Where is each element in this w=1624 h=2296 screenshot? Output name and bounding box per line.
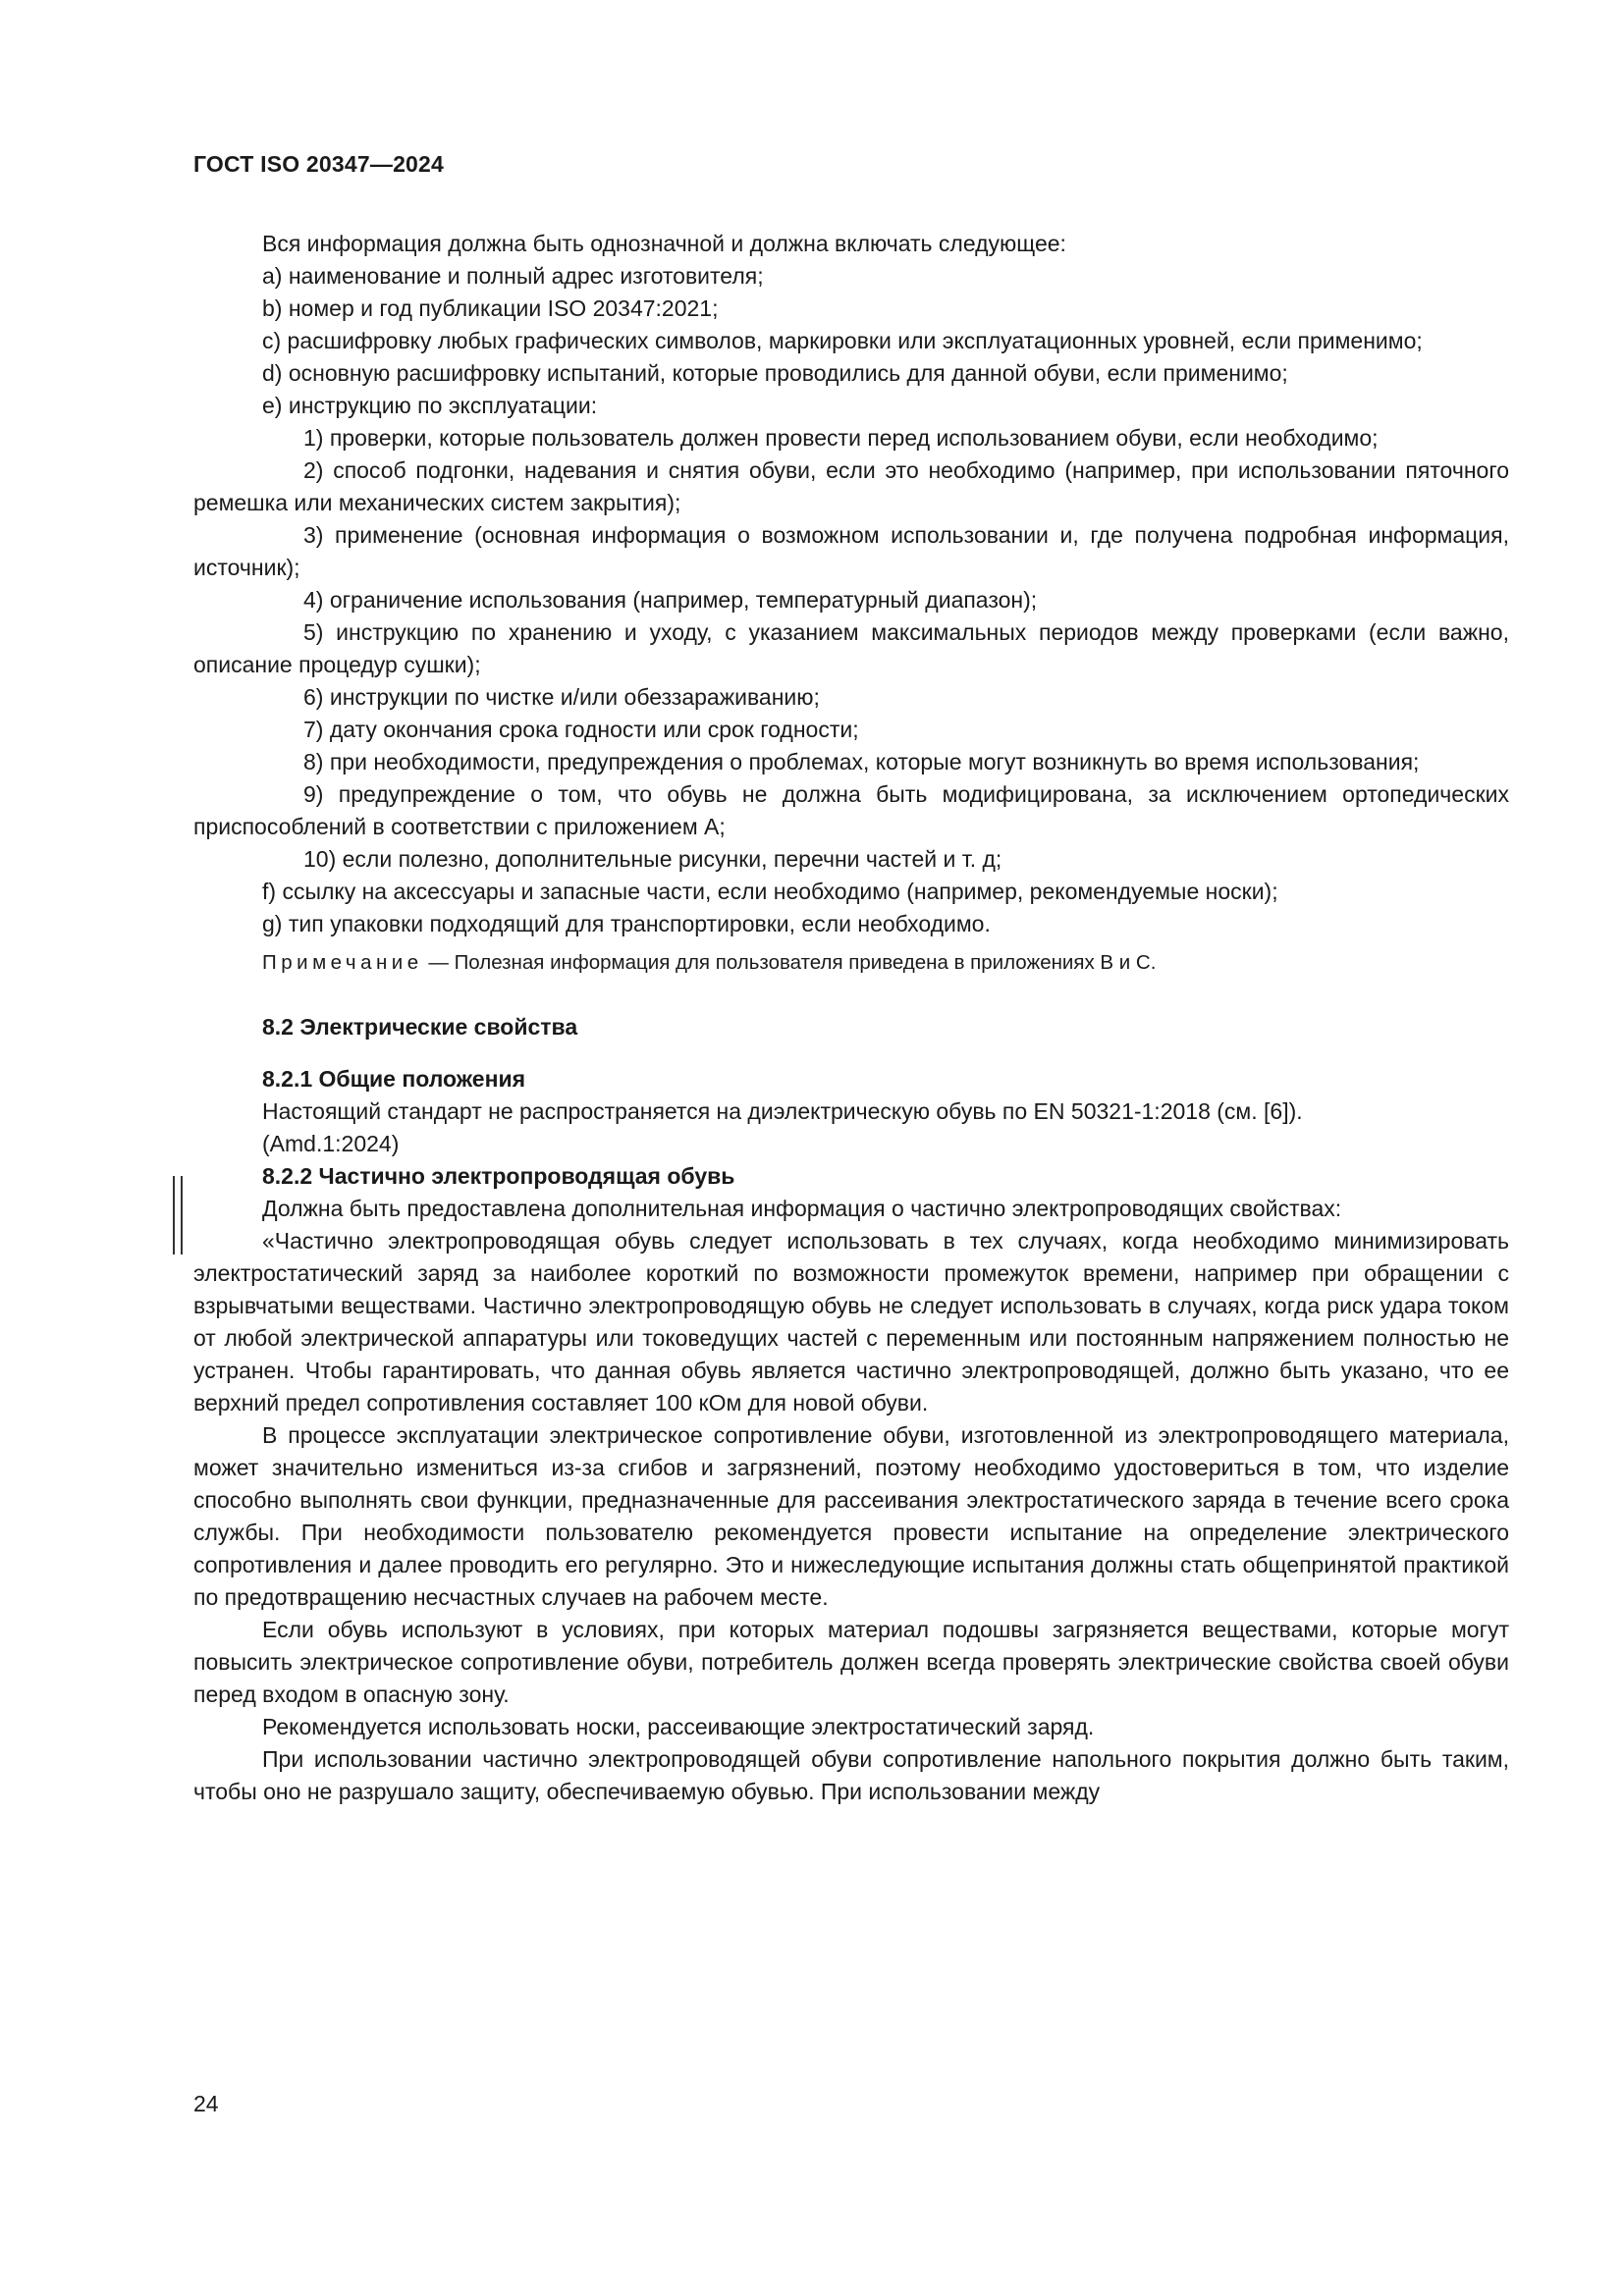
section-heading-8-2: 8.2 Электрические свойства: [262, 1014, 578, 1040]
note-text: Полезная информация для пользователя приведена в приложениях В и С.: [454, 951, 1157, 974]
list-item-e: e) инструкцию по эксплуатации:: [262, 393, 598, 418]
sub-item-9: 9) предупреждение о том, что обувь не должна быть модифицирована, за исключением ортопедических приспособлений в соответствии с приложением А;: [193, 781, 1509, 839]
sub-item-7: 7) дату окончания срока годности или срок годности;: [303, 717, 859, 742]
sub-item-2: 2) способ подгонки, надевания и снятия обуви, если это необходимо (например, при использовании пяточного ремешка или механических систем закрытия);: [193, 457, 1509, 515]
body-paragraph: В процессе эксплуатации электрическое сопротивление обуви, изготовленной из электропроводящего материала, может значительно измениться из-за сгибов и загрязнений, поэтому необходимо удостовериться в том, что изделие способно выполнять свои функции, предназначенные для рассеивания электростатического заряда в течение всего срока службы. При необходимости пользователю рекомендуется провести испытание на определение электрического сопротивления и далее проводить его регулярно. Это и нижеследующие испытания должны стать общепринятой практикой по предотвращению несчастных случаев на рабочем месте.: [193, 1422, 1509, 1610]
sub-item-3: 3) применение (основная информация о возможном использовании и, где получена подробная информация, источник);: [193, 522, 1509, 580]
subsection-8-2-2-intro: Должна быть предоставлена дополнительная информация о частично электропроводящих свойствах:: [262, 1196, 1342, 1221]
amendment-note: (Amd.1:2024): [262, 1131, 400, 1156]
intro-paragraph: Вся информация должна быть однозначной и должна включать следующее:: [262, 231, 1066, 256]
body-paragraph: «Частично электропроводящая обувь следует использовать в тех случаях, когда необходимо минимизировать электростатический заряд за наиболее короткий по возможности промежуток времени, например при обращении с взрывчатыми веществами. Частично электропроводящую обувь не следует использовать в случаях, когда риск удара током от любой электрической аппаратуры или токоведущих частей с переменным или постоянным напряжением полностью не устранен. Чтобы гарантировать, что данная обувь является частично электропроводящей, должно быть указано, что ее верхний предел сопротивления составляет 100 кОм для новой обуви.: [193, 1228, 1509, 1415]
list-item-d: d) основную расшифровку испытаний, которые проводились для данной обуви, если применимо;: [262, 360, 1288, 386]
sub-item-8: 8) при необходимости, предупреждения о проблемах, которые могут возникнуть во время использования;: [303, 749, 1420, 774]
list-item-c: c) расшифровку любых графических символов, маркировки или эксплуатационных уровней, если применимо;: [262, 328, 1423, 353]
list-item-f: f) ссылку на аксессуары и запасные части, если необходимо (например, рекомендуемые носки);: [262, 879, 1278, 904]
subsection-heading-8-2-2: 8.2.2 Частично электропроводящая обувь: [262, 1163, 735, 1189]
list-item-b: b) номер и год публикации ISO 20347:2021;: [262, 295, 719, 321]
sub-item-1: 1) проверки, которые пользователь должен провести перед использованием обуви, если необходимо;: [303, 425, 1379, 451]
body-paragraph: Если обувь используют в условиях, при которых материал подошвы загрязняется веществами, которые могут повысить электрическое сопротивление обуви, потребитель должен всегда проверять электрические свойства своей обуви перед входом в опасную зону.: [193, 1617, 1509, 1707]
sub-item-5: 5) инструкцию по хранению и уходу, с указанием максимальных периодов между проверками (если важно, описание процедур сушки);: [193, 619, 1509, 677]
document-header: ГОСТ ISO 20347—2024: [193, 151, 445, 177]
body-paragraph: Рекомендуется использовать носки, рассеивающие электростатический заряд.: [262, 1714, 1095, 1739]
list-item-a: a) наименование и полный адрес изготовителя;: [262, 263, 764, 289]
subsection-heading-8-2-1: 8.2.1 Общие положения: [262, 1066, 526, 1092]
page-number: 24: [193, 2091, 219, 2116]
subsection-8-2-1-text: Настоящий стандарт не распространяется на диэлектрическую обувь по EN 50321-1:2018 (см. [6]).: [262, 1098, 1303, 1124]
change-bar: [173, 1176, 183, 1255]
sub-item-10: 10) если полезно, дополнительные рисунки, перечни частей и т. д;: [303, 846, 1002, 872]
document-body: [193, 228, 1509, 1808]
note-label: Примечание: [262, 951, 423, 974]
note-dash: —: [422, 951, 455, 974]
sub-item-6: 6) инструкции по чистке и/или обеззараживанию;: [303, 684, 820, 710]
note: [193, 948, 1509, 978]
body-paragraph: При использовании частично электропроводящей обуви сопротивление напольного покрытия должно быть таким, чтобы оно не разрушало защиту, обеспечиваемую обувью. При использовании между: [193, 1746, 1509, 1804]
sub-item-4: 4) ограничение использования (например, температурный диапазон);: [303, 587, 1038, 613]
list-item-g: g) тип упаковки подходящий для транспортировки, если необходимо.: [262, 911, 991, 936]
